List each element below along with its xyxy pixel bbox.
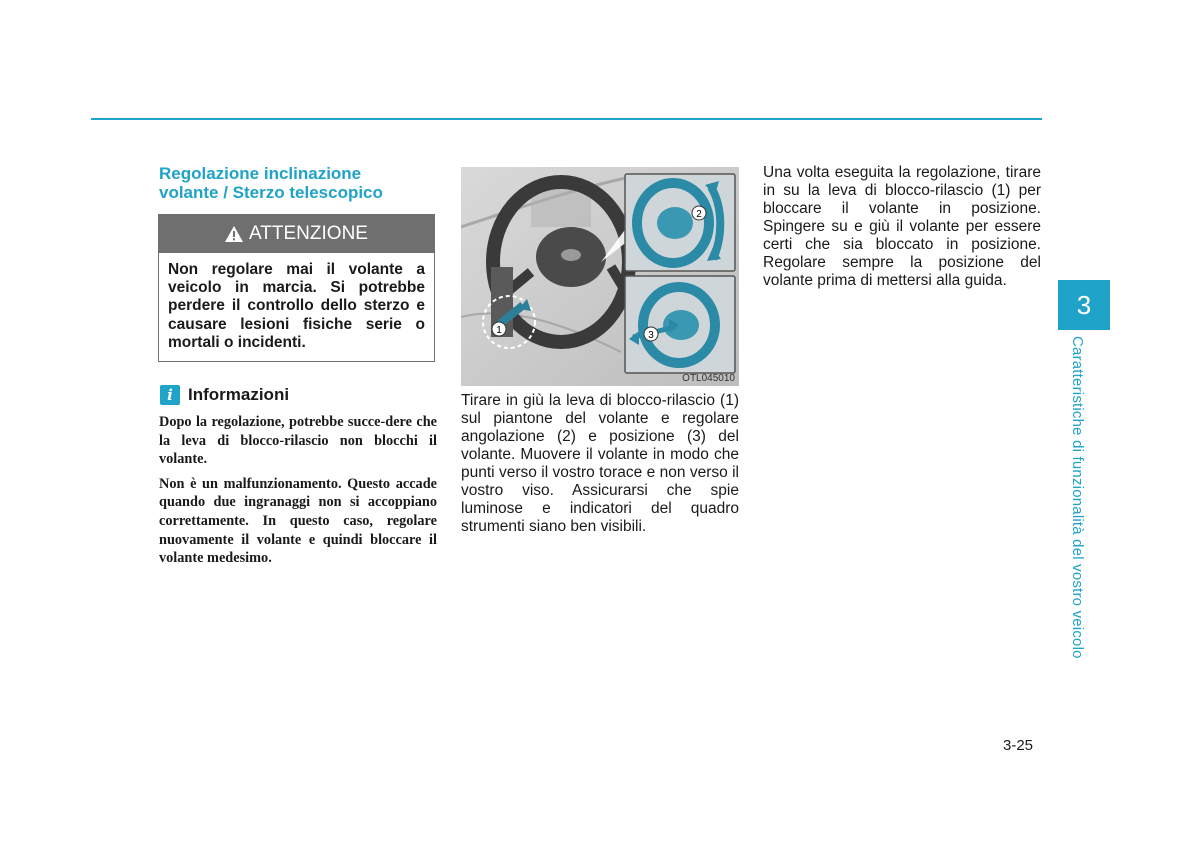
chapter-number-tab: 3 [1058,280,1110,330]
info-title: Informazioni [188,385,290,404]
info-paragraph-2: Non è un malfunzionamento. Questo accade quando due ingranaggi non si accoppiano correttamente. In questo caso, regolare nuovamente il volante e quindi bloccare il volante medesimo. [159,475,437,567]
page-number: 3-25 [1003,737,1034,754]
warning-box [158,214,435,362]
svg-text:3: 3 [648,330,654,341]
warning-text: Non regolare mai il volante a veicolo in marcia. Si potrebbe perdere il controllo dello sterzo e causare lesioni fisiche serie o mortali o incidenti. [168,261,425,351]
top-rule [91,118,1042,120]
section-heading-line2: volante / Sterzo telescopico [159,183,383,202]
right-column-text: Una volta eseguita la regolazione, tirare in su la leva di blocco-rilascio (1) per bloccare il volante in posizione. Spingere su e giù il volante per essere certi che sia bloccato in posizione. Regolare sempre la posizione del volante prima di mettersi alla guida. [763,164,1041,289]
info-paragraph-1: Dopo la regolazione, potrebbe succe-dere che la leva di blocco-rilascio non blocchi il volante. [159,414,437,468]
info-body [159,413,437,574]
chapter-title-vertical [1070,336,1090,676]
steering-wheel-illustration [461,167,739,386]
svg-text:2: 2 [696,209,702,220]
middle-column-text: Tirare in giù la leva di blocco-rilascio (1) sul piantone del volante e regolare angolazione (2) e posizione (3) del volante. Muovere il volante in modo che punti verso il vostro torace e non verso il vostro viso. Assicurarsi che spie luminose e indicatori del quadro strumenti siano ben visibili. [461,392,739,535]
warning-header [159,215,434,253]
warning-title: ATTENZIONE [249,223,368,244]
info-header [160,385,289,405]
info-icon: i [160,385,180,405]
chapter-title: Caratteristiche di funzionalità del vostro veicolo [1069,336,1086,659]
warning-triangle-icon [225,226,243,242]
figure-caption: OTL045010 [682,373,735,384]
svg-text:1: 1 [496,325,502,336]
section-heading [159,164,439,202]
section-heading-line1: Regolazione inclinazione [159,164,362,183]
